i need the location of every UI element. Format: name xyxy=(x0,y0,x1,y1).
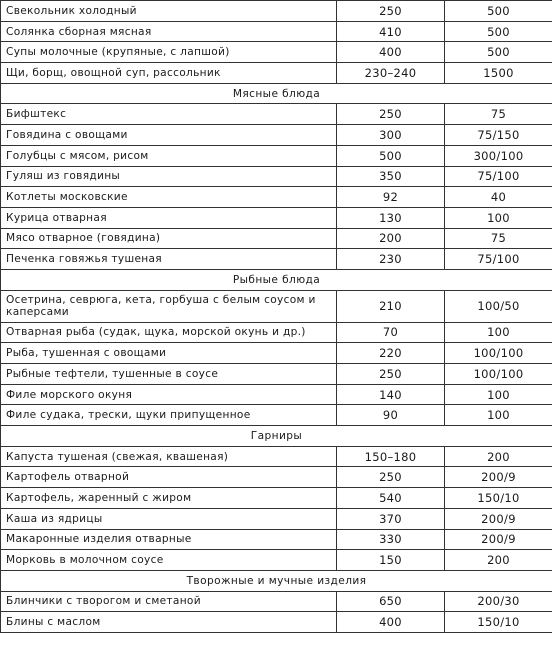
table-row xyxy=(1,550,552,571)
value-b-cell: 75/100 xyxy=(445,166,552,187)
value-b-cell: 500 xyxy=(445,21,552,42)
table-row xyxy=(1,591,552,612)
value-b-cell: 100 xyxy=(445,405,552,426)
value-b-cell: 300/100 xyxy=(445,145,552,166)
value-b-cell: 40 xyxy=(445,187,552,208)
table-row xyxy=(1,508,552,529)
value-b-cell: 100/50 xyxy=(445,290,552,322)
dish-name-cell: Отварная рыба (судак, щука, морской окунь и др.) xyxy=(1,322,337,343)
value-b-cell: 100 xyxy=(445,207,552,228)
value-b-cell: 200/30 xyxy=(445,591,552,612)
section-header-row xyxy=(1,83,552,104)
dish-name-cell: Макаронные изделия отварные xyxy=(1,529,337,550)
value-a-cell: 300 xyxy=(337,125,445,146)
dish-name-cell: Гуляш из говядины xyxy=(1,166,337,187)
table-row xyxy=(1,1,552,22)
section-title: Рыбные блюда xyxy=(1,269,552,290)
dish-name-cell: Мясо отварное (говядина) xyxy=(1,228,337,249)
dish-name-cell: Печенка говяжья тушеная xyxy=(1,249,337,270)
table-row xyxy=(1,488,552,509)
value-a-cell: 540 xyxy=(337,488,445,509)
table-row xyxy=(1,21,552,42)
dish-name-cell: Каша из ядрицы xyxy=(1,508,337,529)
value-a-cell: 70 xyxy=(337,322,445,343)
table-row xyxy=(1,42,552,63)
value-a-cell: 350 xyxy=(337,166,445,187)
table-row xyxy=(1,446,552,467)
value-a-cell: 230 xyxy=(337,249,445,270)
value-a-cell: 200 xyxy=(337,228,445,249)
value-a-cell: 230–240 xyxy=(337,63,445,84)
value-a-cell: 90 xyxy=(337,405,445,426)
value-a-cell: 210 xyxy=(337,290,445,322)
value-a-cell: 370 xyxy=(337,508,445,529)
value-a-cell: 410 xyxy=(337,21,445,42)
value-b-cell: 200 xyxy=(445,446,552,467)
table-row xyxy=(1,63,552,84)
dishes-table-body xyxy=(1,1,552,633)
value-a-cell: 130 xyxy=(337,207,445,228)
dish-name-cell: Рыбные тефтели, тушенные в соусе xyxy=(1,364,337,385)
dish-name-cell: Филе морского окуня xyxy=(1,384,337,405)
value-a-cell: 650 xyxy=(337,591,445,612)
table-row xyxy=(1,384,552,405)
value-a-cell: 250 xyxy=(337,467,445,488)
section-header-row xyxy=(1,570,552,591)
table-row xyxy=(1,228,552,249)
dish-name-cell: Голубцы с мясом, рисом xyxy=(1,145,337,166)
table-row xyxy=(1,612,552,633)
dish-name-cell: Свекольник холодный xyxy=(1,1,337,22)
dish-name-cell: Щи, борщ, овощной суп, рассольник xyxy=(1,63,337,84)
value-b-cell: 150/10 xyxy=(445,488,552,509)
value-b-cell: 500 xyxy=(445,42,552,63)
dish-name-cell: Морковь в молочном соусе xyxy=(1,550,337,571)
value-b-cell: 75/150 xyxy=(445,125,552,146)
dish-name-cell: Говядина с овощами xyxy=(1,125,337,146)
value-a-cell: 220 xyxy=(337,343,445,364)
value-b-cell: 200/9 xyxy=(445,508,552,529)
value-a-cell: 330 xyxy=(337,529,445,550)
value-a-cell: 500 xyxy=(337,145,445,166)
value-b-cell: 75 xyxy=(445,104,552,125)
table-row xyxy=(1,405,552,426)
section-title: Мясные блюда xyxy=(1,83,552,104)
value-b-cell: 100 xyxy=(445,322,552,343)
value-b-cell: 100 xyxy=(445,384,552,405)
value-a-cell: 250 xyxy=(337,364,445,385)
value-a-cell: 400 xyxy=(337,612,445,633)
dish-name-cell: Бифштекс xyxy=(1,104,337,125)
table-row xyxy=(1,249,552,270)
dish-name-cell: Филе судака, трески, щуки припущенное xyxy=(1,405,337,426)
dish-name-cell: Солянка сборная мясная xyxy=(1,21,337,42)
dish-name-cell: Курица отварная xyxy=(1,207,337,228)
value-b-cell: 1500 xyxy=(445,63,552,84)
dish-name-cell: Супы молочные (крупяные, с лапшой) xyxy=(1,42,337,63)
dish-name-cell: Осетрина, севрюга, кета, горбуша с белым соусом и каперсами xyxy=(1,290,337,322)
table-row xyxy=(1,343,552,364)
dish-name-cell: Картофель отварной xyxy=(1,467,337,488)
table-row xyxy=(1,364,552,385)
dish-name-cell: Рыба, тушенная с овощами xyxy=(1,343,337,364)
value-a-cell: 150–180 xyxy=(337,446,445,467)
table-row xyxy=(1,125,552,146)
section-header-row xyxy=(1,269,552,290)
dish-name-cell: Котлеты московские xyxy=(1,187,337,208)
section-title: Творожные и мучные изделия xyxy=(1,570,552,591)
value-b-cell: 75 xyxy=(445,228,552,249)
value-b-cell: 150/10 xyxy=(445,612,552,633)
dish-name-cell: Блинчики с творогом и сметаной xyxy=(1,591,337,612)
dish-name-cell: Картофель, жаренный с жиром xyxy=(1,488,337,509)
table-row xyxy=(1,104,552,125)
table-row xyxy=(1,207,552,228)
dish-name-cell: Блины с маслом xyxy=(1,612,337,633)
value-b-cell: 500 xyxy=(445,1,552,22)
section-header-row xyxy=(1,426,552,447)
value-a-cell: 140 xyxy=(337,384,445,405)
table-row xyxy=(1,529,552,550)
dish-name-cell: Капуста тушеная (свежая, квашеная) xyxy=(1,446,337,467)
value-b-cell: 200 xyxy=(445,550,552,571)
value-b-cell: 100/100 xyxy=(445,364,552,385)
value-b-cell: 75/100 xyxy=(445,249,552,270)
value-a-cell: 250 xyxy=(337,1,445,22)
value-a-cell: 150 xyxy=(337,550,445,571)
table-row xyxy=(1,166,552,187)
value-b-cell: 200/9 xyxy=(445,529,552,550)
table-row xyxy=(1,187,552,208)
value-b-cell: 200/9 xyxy=(445,467,552,488)
value-a-cell: 400 xyxy=(337,42,445,63)
table-row xyxy=(1,290,552,322)
value-b-cell: 100/100 xyxy=(445,343,552,364)
table-row xyxy=(1,145,552,166)
value-a-cell: 250 xyxy=(337,104,445,125)
section-title: Гарниры xyxy=(1,426,552,447)
value-a-cell: 92 xyxy=(337,187,445,208)
table-row xyxy=(1,467,552,488)
table-row xyxy=(1,322,552,343)
